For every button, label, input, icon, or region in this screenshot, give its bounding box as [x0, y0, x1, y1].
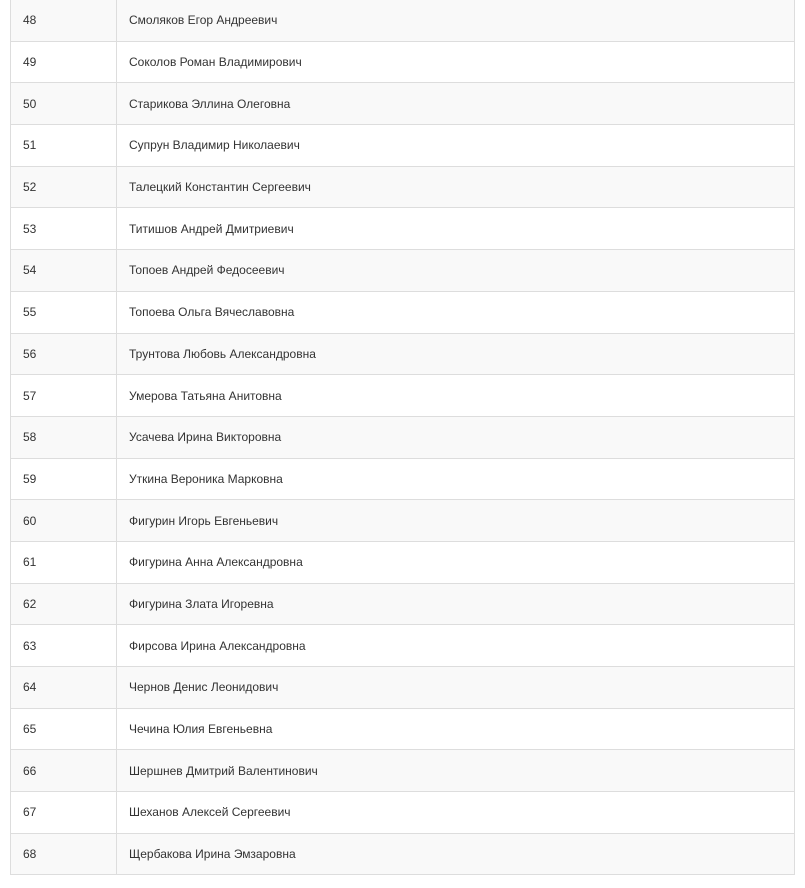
table-row — [11, 166, 795, 208]
table-body — [11, 0, 795, 875]
row-number-cell: 58 — [11, 416, 117, 458]
table-row — [11, 833, 795, 875]
row-number-cell: 68 — [11, 833, 117, 875]
row-number-cell: 49 — [11, 41, 117, 83]
row-name-cell: Топоева Ольга Вячеславовна — [117, 291, 795, 333]
row-number-cell: 57 — [11, 375, 117, 417]
row-name-cell: Чернов Денис Леонидович — [117, 667, 795, 709]
table-row — [11, 375, 795, 417]
row-number-cell: 50 — [11, 83, 117, 125]
row-name-cell: Трунтова Любовь Александровна — [117, 333, 795, 375]
row-name-cell: Шершнев Дмитрий Валентинович — [117, 750, 795, 792]
row-name-cell: Фигурин Игорь Евгеньевич — [117, 500, 795, 542]
row-number-cell: 63 — [11, 625, 117, 667]
table-row — [11, 667, 795, 709]
table-row — [11, 541, 795, 583]
table-row — [11, 208, 795, 250]
row-number-cell: 61 — [11, 541, 117, 583]
row-name-cell: Талецкий Константин Сергеевич — [117, 166, 795, 208]
table-row — [11, 125, 795, 167]
row-number-cell: 66 — [11, 750, 117, 792]
row-number-cell: 55 — [11, 291, 117, 333]
row-name-cell: Фигурина Анна Александровна — [117, 541, 795, 583]
participants-table — [10, 0, 795, 875]
row-number-cell: 56 — [11, 333, 117, 375]
table-row — [11, 625, 795, 667]
row-number-cell: 60 — [11, 500, 117, 542]
table-row — [11, 416, 795, 458]
row-number-cell: 52 — [11, 166, 117, 208]
participants-table-wrapper — [10, 0, 794, 875]
table-row — [11, 41, 795, 83]
row-name-cell: Фирсова Ирина Александровна — [117, 625, 795, 667]
row-name-cell: Умерова Татьяна Анитовна — [117, 375, 795, 417]
table-row — [11, 83, 795, 125]
row-number-cell: 48 — [11, 0, 117, 41]
row-name-cell: Супрун Владимир Николаевич — [117, 125, 795, 167]
table-row — [11, 708, 795, 750]
table-row — [11, 500, 795, 542]
row-name-cell: Шеханов Алексей Сергеевич — [117, 792, 795, 834]
table-row — [11, 583, 795, 625]
row-name-cell: Усачева Ирина Викторовна — [117, 416, 795, 458]
table-row — [11, 333, 795, 375]
table-row — [11, 291, 795, 333]
row-name-cell: Топоев Андрей Федосеевич — [117, 250, 795, 292]
table-row — [11, 458, 795, 500]
row-number-cell: 51 — [11, 125, 117, 167]
row-number-cell: 53 — [11, 208, 117, 250]
row-number-cell: 62 — [11, 583, 117, 625]
row-number-cell: 59 — [11, 458, 117, 500]
row-name-cell: Смоляков Егор Андреевич — [117, 0, 795, 41]
row-name-cell: Фигурина Злата Игоревна — [117, 583, 795, 625]
row-number-cell: 54 — [11, 250, 117, 292]
table-row — [11, 250, 795, 292]
table-row — [11, 750, 795, 792]
row-name-cell: Чечина Юлия Евгеньевна — [117, 708, 795, 750]
row-name-cell: Титишов Андрей Дмитриевич — [117, 208, 795, 250]
row-name-cell: Уткина Вероника Марковна — [117, 458, 795, 500]
table-row — [11, 0, 795, 41]
table-row — [11, 792, 795, 834]
row-name-cell: Соколов Роман Владимирович — [117, 41, 795, 83]
row-name-cell: Старикова Эллина Олеговна — [117, 83, 795, 125]
row-number-cell: 64 — [11, 667, 117, 709]
row-name-cell: Щербакова Ирина Эмзаровна — [117, 833, 795, 875]
row-number-cell: 67 — [11, 792, 117, 834]
row-number-cell: 65 — [11, 708, 117, 750]
